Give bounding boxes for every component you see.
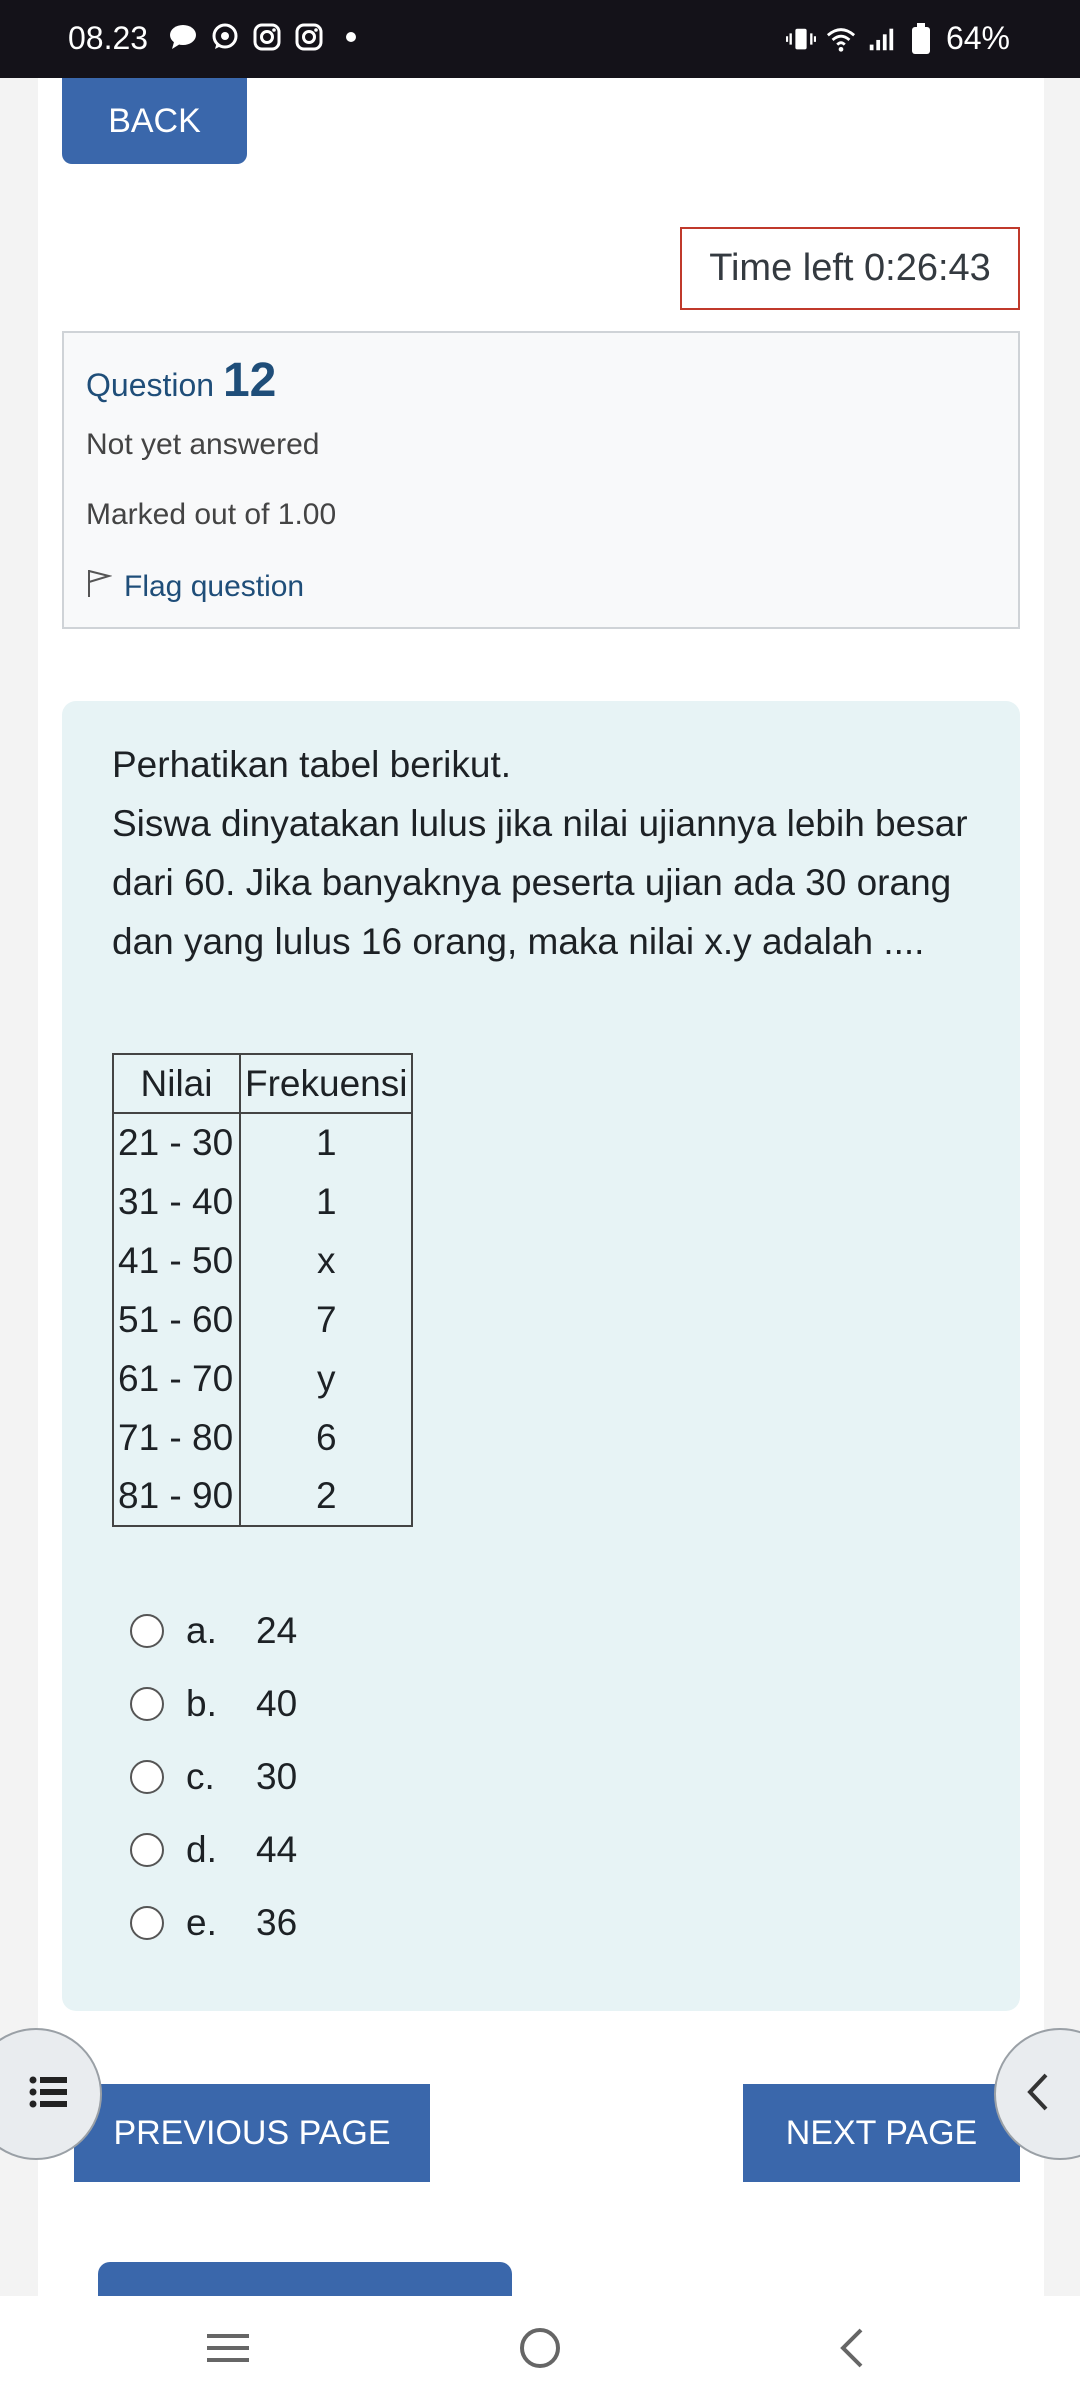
option-e[interactable] — [130, 1886, 297, 1959]
cell-frekuensi: x — [240, 1231, 412, 1290]
question-text — [112, 735, 992, 971]
question-info-panel — [62, 331, 1020, 629]
option-value: 30 — [256, 1755, 298, 1797]
flag-icon — [86, 568, 112, 606]
status-time: 08.23 — [68, 20, 149, 56]
radio-button[interactable] — [130, 1614, 164, 1648]
radio-button[interactable] — [130, 1760, 164, 1794]
dot-icon — [336, 22, 366, 52]
option-value: 24 — [256, 1609, 298, 1651]
cell-frekuensi: 7 — [240, 1290, 412, 1349]
question-body: Siswa dinyatakan lulus jika nilai ujiannya lebih besar dari 60. Jika banyaknya peserta ujian ada 30 orang dan yang lulus 16 orang, maka nilai x.y adalah .... — [112, 803, 968, 962]
cell-frekuensi: y — [240, 1349, 412, 1408]
frequency-table — [112, 1053, 413, 1527]
table-row — [113, 1408, 412, 1467]
cell-frekuensi: 1 — [240, 1113, 412, 1172]
cell-nilai: 71 - 80 — [113, 1408, 240, 1467]
cell-frekuensi: 1 — [240, 1172, 412, 1231]
option-b[interactable] — [130, 1667, 297, 1740]
battery-icon — [906, 24, 936, 54]
instagram-icon — [252, 22, 282, 52]
marks-info: Marked out of 1.00 — [86, 498, 337, 531]
table-row — [113, 1113, 412, 1172]
back-nav-icon[interactable] — [822, 2318, 882, 2378]
option-letter: d. — [186, 1828, 217, 1870]
home-icon[interactable] — [510, 2318, 570, 2378]
cell-nilai: 21 - 30 — [113, 1113, 240, 1172]
recent-apps-icon[interactable] — [198, 2318, 258, 2378]
back-button[interactable]: BACK — [62, 78, 247, 164]
notification-icons — [168, 22, 366, 52]
option-value: 44 — [256, 1828, 298, 1870]
answer-options — [130, 1594, 297, 1959]
radio-button[interactable] — [130, 1687, 164, 1721]
signal-icon — [866, 24, 896, 54]
vibrate-icon — [786, 24, 816, 54]
table-row — [113, 1231, 412, 1290]
option-value: 36 — [256, 1901, 298, 1943]
header-nilai: Nilai — [113, 1054, 240, 1113]
previous-page-button[interactable]: PREVIOUS PAGE — [74, 2084, 430, 2182]
question-number-value: 12 — [222, 354, 277, 407]
option-letter: b. — [186, 1682, 217, 1724]
question-label: Question — [86, 367, 215, 403]
option-letter: a. — [186, 1609, 217, 1651]
android-navigation-bar — [0, 2296, 1080, 2400]
message-icon — [168, 22, 198, 52]
question-content — [62, 701, 1020, 2011]
battery-percentage: 64% — [945, 20, 1010, 56]
cell-frekuensi: 6 — [240, 1408, 412, 1467]
option-c[interactable] — [130, 1740, 297, 1813]
system-icons — [786, 20, 1010, 57]
cell-nilai: 61 - 70 — [113, 1349, 240, 1408]
flag-question-label: Flag question — [124, 570, 305, 603]
time-left-timer: Time left 0:26:43 — [680, 227, 1020, 310]
list-icon — [29, 2075, 69, 2114]
option-letter: c. — [186, 1755, 215, 1797]
status-bar — [0, 0, 1080, 78]
cell-nilai: 51 - 60 — [113, 1290, 240, 1349]
table-row — [113, 1290, 412, 1349]
header-frekuensi: Frekuensi — [240, 1054, 412, 1113]
next-page-button[interactable]: NEXT PAGE — [743, 2084, 1020, 2182]
instagram-icon — [294, 22, 324, 52]
option-a[interactable] — [130, 1594, 297, 1667]
question-intro: Perhatikan tabel berikut. — [112, 744, 512, 785]
table-row — [113, 1349, 412, 1408]
option-letter: e. — [186, 1901, 217, 1943]
cell-nilai: 41 - 50 — [113, 1231, 240, 1290]
flag-question-link[interactable] — [86, 568, 304, 606]
whatsapp-icon — [210, 22, 240, 52]
question-number — [86, 353, 276, 408]
cell-frekuensi: 2 — [240, 1467, 412, 1526]
option-d[interactable] — [130, 1813, 297, 1886]
answer-status: Not yet answered — [86, 428, 320, 461]
option-value: 40 — [256, 1682, 298, 1724]
chevron-left-icon — [1026, 2072, 1050, 2117]
radio-button[interactable] — [130, 1833, 164, 1867]
table-row — [113, 1467, 412, 1526]
table-header-row — [113, 1054, 412, 1113]
wifi-icon — [826, 24, 856, 54]
cell-nilai: 31 - 40 — [113, 1172, 240, 1231]
radio-button[interactable] — [130, 1906, 164, 1940]
cell-nilai: 81 - 90 — [113, 1467, 240, 1526]
table-row — [113, 1172, 412, 1231]
